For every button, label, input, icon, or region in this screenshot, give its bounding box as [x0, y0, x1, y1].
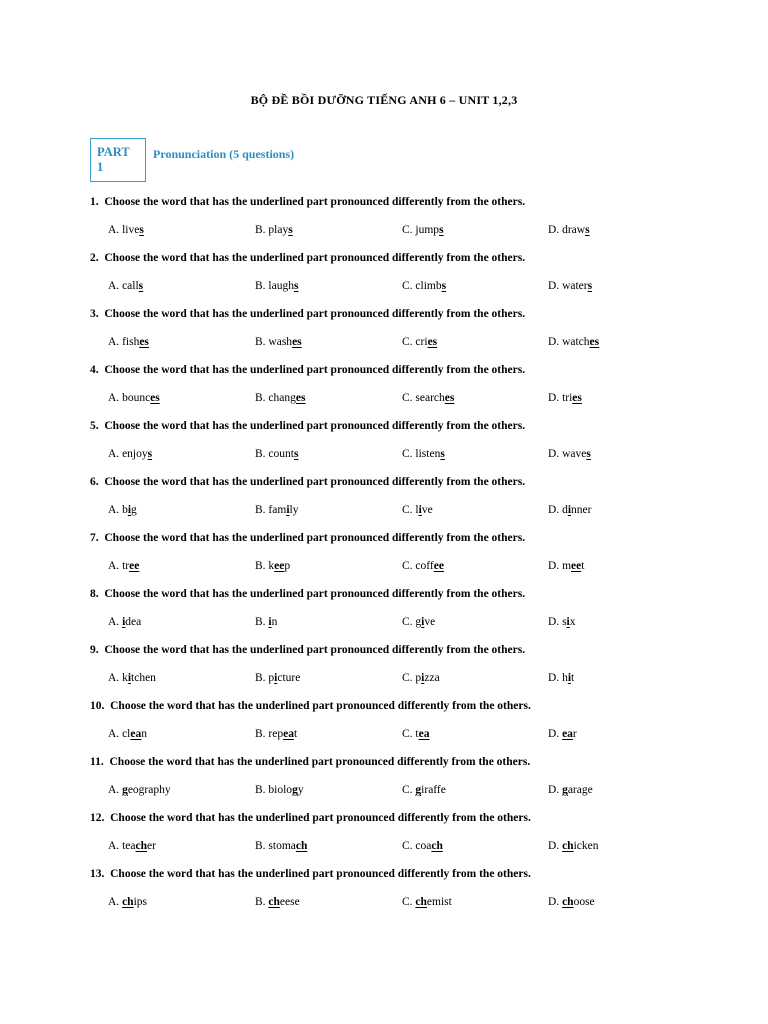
question-number: 9. — [90, 644, 99, 656]
option-word-end: eese — [279, 896, 300, 908]
option-underlined-part: es — [139, 336, 149, 348]
option-underlined-part: ee — [571, 560, 582, 572]
option-letter: B. — [255, 280, 266, 292]
option-underlined-part: es — [150, 392, 160, 404]
option-letter: D. — [548, 560, 560, 572]
option-underlined-part: i — [274, 672, 278, 684]
question-text: Choose the word that has the underlined part pronounced differently from the others. — [110, 812, 531, 824]
option-word-end: y — [297, 784, 304, 796]
option-underlined-part: ea — [130, 728, 142, 740]
option-word-end: x — [569, 616, 576, 628]
option-underlined-part: i — [567, 672, 572, 684]
answer-option — [255, 616, 277, 628]
answer-option — [108, 336, 149, 348]
answer-option — [255, 784, 304, 796]
option-word-end: ips — [133, 896, 147, 908]
question-text: Choose the word that has the underlined part pronounced differently from the others. — [110, 700, 531, 712]
option-underlined-part: es — [292, 336, 302, 348]
option-underlined-part: ch — [415, 896, 427, 908]
document-title: BỘ ĐỀ BỒI DƯỠNG TIẾNG ANH 6 – UNIT 1,2,3 — [250, 93, 518, 107]
question-prompt — [90, 756, 730, 768]
option-letter: D. — [548, 784, 560, 796]
answer-option — [255, 672, 300, 684]
option-letter: A. — [108, 616, 120, 628]
question-number: 2. — [90, 252, 99, 264]
option-underlined-part: s — [293, 448, 299, 460]
option-word-end: ve — [424, 616, 436, 628]
option-word-end: zza — [424, 672, 440, 684]
option-underlined-part: i — [286, 504, 290, 516]
option-underlined-part: ea — [283, 728, 294, 740]
option-letter: C. — [402, 504, 413, 516]
option-underlined-part: s — [585, 224, 590, 236]
option-letter: A. — [108, 448, 120, 460]
option-letter: B. — [255, 336, 266, 348]
answer-option — [108, 280, 143, 292]
answer-option — [548, 336, 599, 348]
option-letter: B. — [255, 392, 266, 404]
option-word-start: fam — [268, 504, 287, 516]
option-letter: A. — [108, 336, 120, 348]
option-letter: C. — [402, 616, 413, 628]
part-label-box — [90, 138, 146, 182]
option-word-end: icken — [573, 840, 599, 852]
option-word-start: l — [415, 504, 419, 516]
option-word-start: stoma — [268, 840, 296, 852]
question-prompt — [90, 588, 730, 600]
answer-option — [548, 504, 591, 516]
option-underlined-part: es — [427, 336, 438, 348]
option-underlined-part: i — [127, 504, 132, 516]
option-underlined-part: g — [122, 784, 128, 796]
question-number: 1. — [90, 196, 99, 208]
option-letter: C. — [402, 560, 413, 572]
answer-option — [548, 560, 584, 572]
option-word-start: tri — [562, 392, 573, 404]
question-number: 6. — [90, 476, 99, 488]
option-word-end: iraffe — [421, 784, 446, 796]
answer-option — [108, 784, 171, 796]
option-word-end: dea — [125, 616, 142, 628]
option-word-start: watch — [562, 336, 590, 348]
option-word-start: wave — [562, 448, 587, 460]
option-underlined-part: ch — [431, 840, 443, 852]
option-word-end: er — [146, 840, 156, 852]
option-word-end: ly — [289, 504, 299, 516]
option-letter: C. — [402, 448, 413, 460]
answer-option — [108, 672, 156, 684]
answer-option — [548, 392, 582, 404]
option-underlined-part: i — [421, 672, 425, 684]
answer-option — [402, 896, 452, 908]
option-word-start: s — [562, 616, 567, 628]
option-word-start: climb — [415, 280, 442, 292]
option-word-start: listen — [415, 448, 441, 460]
question-prompt — [90, 700, 730, 712]
option-underlined-part: s — [440, 448, 445, 460]
option-word-start: t — [415, 728, 419, 740]
option-letter: A. — [108, 504, 120, 516]
option-word-end: tchen — [131, 672, 156, 684]
question-text: Choose the word that has the underlined part pronounced differently from the others. — [104, 196, 526, 208]
option-letter: A. — [108, 392, 120, 404]
part-label: PART — [97, 145, 130, 159]
option-underlined-part: ee — [129, 560, 140, 572]
option-word-start: m — [562, 560, 572, 572]
option-underlined-part: i — [421, 616, 425, 628]
answer-option — [548, 896, 595, 908]
option-underlined-part: es — [295, 392, 306, 404]
option-letter: D. — [548, 504, 560, 516]
option-underlined-part: s — [439, 224, 444, 236]
answer-option — [402, 392, 454, 404]
option-letter: C. — [402, 280, 413, 292]
answer-option — [255, 728, 297, 740]
answer-option — [255, 224, 293, 236]
answer-option — [255, 280, 298, 292]
option-letter: A. — [108, 560, 120, 572]
answer-option — [548, 280, 592, 292]
option-word-end: t — [293, 728, 298, 740]
option-word-start: cl — [122, 728, 131, 740]
answer-option — [402, 728, 429, 740]
answer-option — [402, 504, 433, 516]
option-letter: C. — [402, 840, 413, 852]
question-text: Choose the word that has the underlined part pronounced differently from the others. — [104, 420, 526, 432]
option-underlined-part: ch — [268, 896, 280, 908]
answer-option — [402, 840, 443, 852]
question-text: Choose the word that has the underlined part pronounced differently from the others. — [110, 868, 531, 880]
option-underlined-part: g — [292, 784, 298, 796]
answer-option — [108, 728, 147, 740]
question-number: 12. — [90, 812, 105, 824]
option-word-start: k — [122, 672, 128, 684]
option-word-end: g — [131, 504, 137, 516]
answer-option — [402, 448, 445, 460]
answer-option — [255, 560, 290, 572]
question-number: 3. — [90, 308, 99, 320]
option-word-start: coa — [415, 840, 432, 852]
question-text: Choose the word that has the underlined part pronounced differently from the others. — [109, 756, 531, 768]
option-letter: B. — [255, 560, 266, 572]
answer-option — [255, 504, 298, 516]
option-underlined-part: es — [444, 392, 455, 404]
answer-option — [255, 392, 305, 404]
question-text: Choose the word that has the underlined part pronounced differently from the others. — [104, 588, 526, 600]
option-underlined-part: i — [567, 504, 572, 516]
question-text: Choose the word that has the underlined part pronounced differently from the others. — [104, 476, 526, 488]
option-word-start: b — [122, 504, 128, 516]
answer-option — [548, 672, 574, 684]
option-underlined-part: s — [139, 224, 144, 236]
option-underlined-part: i — [566, 616, 570, 628]
answer-option — [255, 336, 302, 348]
option-letter: D. — [548, 224, 560, 236]
option-underlined-part: s — [147, 448, 153, 460]
question-prompt — [90, 196, 730, 208]
question-text: Choose the word that has the underlined part pronounced differently from the others. — [104, 364, 526, 376]
option-underlined-part: es — [572, 392, 582, 404]
option-word-start: play — [268, 224, 289, 236]
option-underlined-part: i — [268, 616, 272, 628]
option-word-start: draw — [562, 224, 586, 236]
option-underlined-part: s — [288, 224, 293, 236]
option-word-start: wash — [268, 336, 293, 348]
option-word-start: d — [562, 504, 568, 516]
answer-option — [108, 840, 156, 852]
option-underlined-part: ea — [562, 728, 573, 740]
option-letter: B. — [255, 896, 266, 908]
answer-option — [108, 560, 139, 572]
option-word-start: tr — [122, 560, 130, 572]
option-letter: B. — [255, 728, 266, 740]
question-number: 4. — [90, 364, 99, 376]
option-underlined-part: ch — [562, 840, 574, 852]
question-prompt — [90, 868, 730, 880]
option-word-start: cri — [415, 336, 428, 348]
answer-option — [402, 280, 446, 292]
answer-option — [108, 504, 137, 516]
answer-option — [402, 224, 444, 236]
option-letter: D. — [548, 672, 560, 684]
option-letter: D. — [548, 448, 560, 460]
option-word-end: cture — [277, 672, 301, 684]
answer-option — [402, 336, 437, 348]
question-text: Choose the word that has the underlined part pronounced differently from the others. — [104, 532, 526, 544]
answer-option — [255, 448, 298, 460]
option-letter: C. — [402, 784, 413, 796]
option-word-end: t — [581, 560, 585, 572]
option-underlined-part: g — [562, 784, 568, 796]
option-letter: B. — [255, 224, 266, 236]
question-number: 7. — [90, 532, 99, 544]
option-underlined-part: es — [589, 336, 600, 348]
option-word-start: enjoy — [122, 448, 148, 460]
option-letter: D. — [548, 616, 560, 628]
option-word-start: bounc — [122, 392, 151, 404]
option-word-start: laugh — [268, 280, 294, 292]
option-letter: B. — [255, 616, 266, 628]
answer-option — [402, 784, 446, 796]
answer-option — [108, 448, 152, 460]
option-word-end: p — [284, 560, 291, 572]
option-underlined-part: s — [138, 280, 144, 292]
option-word-end: nner — [571, 504, 592, 516]
question-number: 13. — [90, 868, 105, 880]
option-word-start: chang — [268, 392, 296, 404]
option-letter: C. — [402, 896, 413, 908]
option-underlined-part: s — [587, 280, 593, 292]
option-letter: D. — [548, 392, 560, 404]
option-word-start: g — [415, 616, 422, 628]
option-underlined-part: ch — [135, 840, 147, 852]
option-underlined-part: ee — [433, 560, 444, 572]
option-letter: D. — [548, 728, 560, 740]
option-word-end: n — [271, 616, 278, 628]
question-text: Choose the word that has the underlined part pronounced differently from the others. — [104, 308, 526, 320]
option-letter: C. — [402, 672, 413, 684]
option-word-start: coff — [415, 560, 434, 572]
option-underlined-part: s — [293, 280, 299, 292]
question-prompt — [90, 476, 730, 488]
option-letter: D. — [548, 280, 560, 292]
answer-option — [548, 448, 591, 460]
question-number: 5. — [90, 420, 99, 432]
option-underlined-part: ch — [295, 840, 308, 852]
answer-option — [255, 896, 300, 908]
question-prompt — [90, 308, 730, 320]
answer-option — [548, 728, 577, 740]
question-prompt — [90, 812, 730, 824]
option-word-start: jump — [415, 224, 440, 236]
question-prompt — [90, 644, 730, 656]
option-underlined-part: i — [418, 504, 422, 516]
part-title: Pronunciation (5 questions) — [153, 147, 295, 161]
option-letter: B. — [255, 448, 266, 460]
part-number: 1 — [97, 160, 104, 174]
option-letter: D. — [548, 840, 560, 852]
option-letter: C. — [402, 336, 413, 348]
answer-option — [108, 616, 141, 628]
option-letter: D. — [548, 336, 560, 348]
option-word-end: emist — [426, 896, 452, 908]
option-word-end: ve — [421, 504, 433, 516]
option-word-start: rep — [268, 728, 284, 740]
answer-option — [255, 840, 307, 852]
option-underlined-part: ee — [274, 560, 285, 572]
option-letter: A. — [108, 224, 120, 236]
option-word-end: oose — [573, 896, 595, 908]
option-underlined-part: ch — [122, 896, 134, 908]
option-word-start: biolo — [268, 784, 293, 796]
option-word-end: t — [571, 672, 575, 684]
option-word-end: eography — [127, 784, 171, 796]
option-letter: A. — [108, 728, 120, 740]
option-underlined-part: i — [127, 672, 132, 684]
answer-option — [108, 392, 160, 404]
question-text: Choose the word that has the underlined part pronounced differently from the others. — [104, 252, 526, 264]
question-prompt — [90, 420, 730, 432]
answer-option — [548, 224, 590, 236]
option-word-start: live — [122, 224, 140, 236]
option-word-start: water — [562, 280, 588, 292]
option-underlined-part: s — [441, 280, 447, 292]
option-word-start: call — [122, 280, 139, 292]
option-letter: C. — [402, 392, 413, 404]
option-word-end: n — [141, 728, 147, 740]
answer-option — [548, 840, 598, 852]
option-letter: B. — [255, 504, 266, 516]
option-letter: C. — [402, 728, 413, 740]
option-letter: A. — [108, 840, 120, 852]
option-word-end: r — [572, 728, 577, 740]
option-underlined-part: g — [415, 784, 422, 796]
question-prompt — [90, 364, 730, 376]
answer-option — [402, 672, 440, 684]
answer-option — [548, 616, 576, 628]
option-word-start: h — [562, 672, 568, 684]
option-letter: D. — [548, 896, 560, 908]
option-word-start: tea — [122, 840, 136, 852]
question-number: 11. — [90, 756, 104, 768]
option-underlined-part: i — [122, 616, 126, 628]
option-underlined-part: ea — [418, 728, 430, 740]
option-letter: B. — [255, 672, 266, 684]
answer-option — [402, 560, 444, 572]
question-number: 8. — [90, 588, 99, 600]
option-letter: A. — [108, 672, 120, 684]
answer-option — [402, 616, 435, 628]
option-letter: B. — [255, 840, 266, 852]
question-number: 10. — [90, 700, 105, 712]
question-prompt — [90, 252, 730, 264]
question-text: Choose the word that has the underlined part pronounced differently from the others. — [104, 644, 526, 656]
option-word-end: arage — [567, 784, 593, 796]
question-prompt — [90, 532, 730, 544]
answer-option — [108, 224, 144, 236]
option-word-start: p — [415, 672, 422, 684]
option-letter: A. — [108, 784, 120, 796]
option-letter: A. — [108, 896, 120, 908]
option-word-start: k — [268, 560, 275, 572]
option-word-start: count — [268, 448, 294, 460]
option-word-start: fish — [122, 336, 140, 348]
option-letter: A. — [108, 280, 120, 292]
option-letter: B. — [255, 784, 266, 796]
option-underlined-part: s — [586, 448, 591, 460]
option-underlined-part: ch — [562, 896, 574, 908]
option-letter: C. — [402, 224, 413, 236]
option-word-start: p — [268, 672, 275, 684]
answer-option — [108, 896, 147, 908]
option-word-start: search — [415, 392, 445, 404]
answer-option — [548, 784, 593, 796]
